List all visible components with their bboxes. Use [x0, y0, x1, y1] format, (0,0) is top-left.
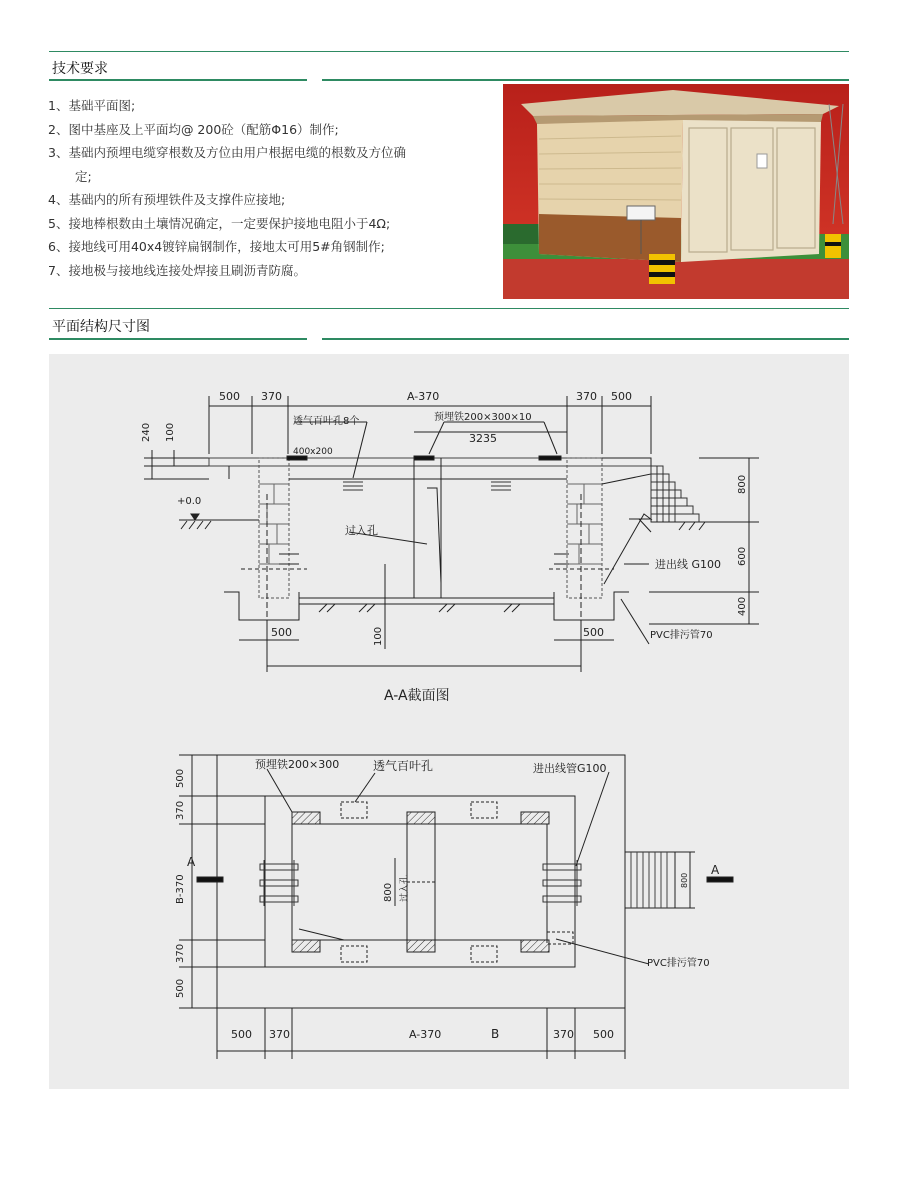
requirement-item: 7、接地极与接地线连接处焊接且刷沥青防腐。 [48, 262, 306, 278]
plan-dim-370-top: 370 [175, 800, 186, 820]
layout-rule-right [322, 338, 849, 340]
plan-dim-500-bottom: 500 [175, 978, 186, 998]
dim-3235: 3235 [469, 432, 497, 445]
plan-step-800: 800 [680, 872, 689, 888]
plan-dim-370-bottom: 370 [175, 943, 186, 963]
requirement-item: 6、接地线可用40x4镀锌扁钢制作，接地太可用5#角钢制作; [48, 239, 385, 254]
dim-500-bottom-left: 500 [271, 626, 292, 639]
dim-370-top-right: 370 [576, 390, 597, 403]
plan-dim-500-right: 500 [593, 1028, 614, 1041]
title-rule-left [49, 79, 307, 81]
pvc-label: PVC排污管70 [650, 630, 713, 641]
plan-vent-label: 透气百叶孔 [373, 759, 434, 773]
requirement-item: 3、基础内预埋电缆穿根数及方位由用户根据电缆的根数及方位确 [48, 145, 406, 160]
dim-240: 240 [141, 422, 152, 442]
dim-500-top-left: 500 [219, 390, 240, 403]
mid-rule [49, 308, 849, 309]
cable-label: 进出线 G100 [655, 558, 722, 571]
dim-500-top-right: 500 [611, 390, 632, 403]
requirement-item: 5、接地棒根数由土壤情况确定，一定要保护接地电阻小于4Ω; [48, 215, 391, 231]
requirement-continuation: 定; [75, 168, 92, 184]
layout-title: 平面结构尺寸图 [52, 319, 150, 335]
plate-label: 400x200 [293, 447, 333, 457]
plan-dim-a370: A-370 [409, 1028, 442, 1041]
dim-a370-top: A-370 [407, 390, 440, 403]
requirement-item: 1、基础平面图; [48, 98, 136, 113]
passage-label: 过入孔 [345, 524, 378, 537]
section-caption: A-A截面图 [384, 688, 450, 704]
engineering-drawing [49, 354, 849, 1089]
title-rule-right [322, 79, 849, 81]
requirements-title: 技术要求 [52, 61, 108, 77]
plan-cable-label: 进出线管G100 [533, 762, 607, 775]
dim-500-bottom-right: 500 [583, 626, 604, 639]
requirements-list [48, 94, 488, 282]
plan-pvc-label: PVC排污管70 [647, 958, 710, 969]
plan-dim-500-left: 500 [231, 1028, 252, 1041]
requirement-item: 2、图中基座及上平面均@ 200砼（配筋Φ16）制作; [48, 121, 339, 137]
requirement-item: 4、基础内的所有预埋铁件及支撑件应接地; [48, 192, 286, 207]
top-rule [49, 51, 849, 52]
plan-dim-500-top: 500 [175, 768, 186, 788]
dim-800-right: 800 [737, 474, 748, 494]
dim-100-bottom: 100 [373, 626, 384, 646]
drawing-panel [49, 354, 849, 1089]
plan-dim-370-right: 370 [553, 1028, 574, 1041]
plan-dim-b: B [491, 1027, 500, 1041]
dim-400-right: 400 [737, 596, 748, 616]
dim-370-top-left: 370 [261, 390, 282, 403]
plan-passage-label: 过入孔 [400, 874, 410, 902]
plan-dim-370-left: 370 [269, 1028, 290, 1041]
section-mark-right: A [711, 863, 720, 877]
requirement-item [48, 165, 488, 189]
dim-600-right: 600 [737, 546, 748, 566]
vent-label: 透气百叶孔8个 [293, 416, 360, 427]
plan-embed-label: 预埋铁200×300 [255, 758, 340, 771]
section-mark-left: A [187, 855, 196, 869]
dim-100-left: 100 [165, 422, 176, 442]
embed-label: 预埋铁200×300×10 [434, 412, 532, 423]
layout-rule-left [49, 338, 307, 340]
substation-photo [503, 84, 849, 299]
plan-dim-800: 800 [383, 882, 394, 902]
plan-dim-b370: B-370 [175, 874, 186, 904]
level-mark: +0.0 [177, 496, 202, 507]
